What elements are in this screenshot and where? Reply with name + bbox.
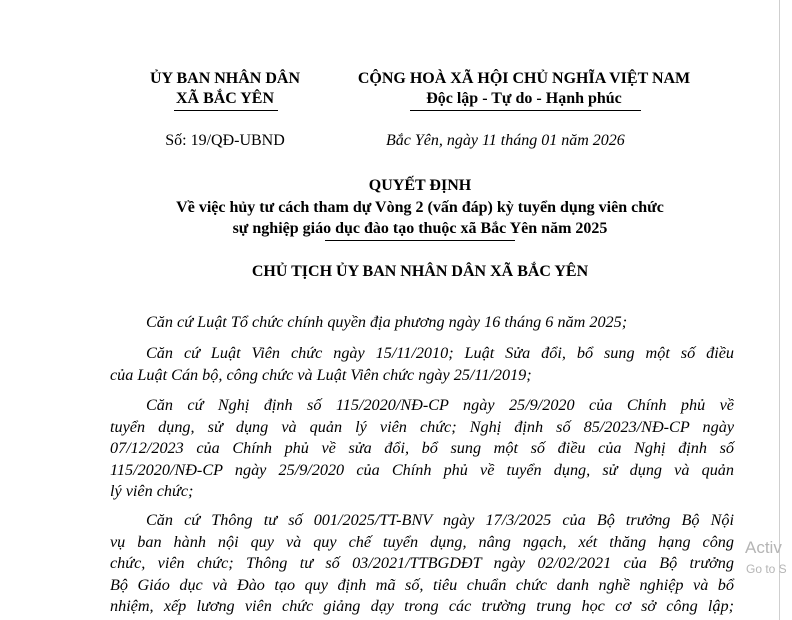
paragraph-line: Căn cứ Nghị định số 115/2020/NĐ-CP ngày 25/9/2020 của Chính phủ về: [146, 396, 734, 414]
national-motto: Độc lập - Tự do - Hạnh phúc: [426, 90, 622, 107]
paragraph-line: của Luật Cán bộ, công chức và Luật Viên chức ngày 25/11/2019;: [110, 365, 532, 384]
place-and-date: Bắc Yên, ngày 11 tháng 01 năm 2026: [386, 132, 625, 149]
paragraph-line: lý viên chức;: [110, 482, 194, 500]
paragraph-line: Bộ Giáo dục và Đào tạo quy định mã số, tiêu chuẩn chức danh nghề nghiệp và bổ: [110, 575, 734, 594]
subject-line-1: Về việc hủy tư cách tham dự Vòng 2 (vấn đáp) kỳ tuyển dụng viên chức: [176, 199, 664, 216]
agency-name: ỦY BAN NHÂN DÂN: [149, 70, 301, 87]
paragraph-line: 115/2020/NĐ-CP ngày 25/9/2020 của Chính phủ về tuyển dụng, sử dụng và quản: [110, 460, 734, 479]
subject-underline: [325, 240, 515, 241]
legal-basis-3: [110, 395, 734, 503]
document-number: Số: 19/QĐ-UBND: [165, 132, 285, 149]
paragraph-line: nhiệm, xếp lương viên chức giảng dạy trong các trường trung học cơ sở công lập;: [110, 597, 734, 615]
page-edge-divider: [779, 0, 780, 620]
activation-watermark-subtitle: Go to S: [746, 562, 787, 576]
paragraph-line: chức, viên chức; Thông tư số 03/2021/TTBGDĐT ngày 02/02/2021 của Bộ trưởng: [110, 554, 734, 572]
national-title: CỘNG HOÀ XÃ HỘI CHỦ NGHĨA VIỆT NAM: [357, 70, 691, 87]
agency-underline: [174, 110, 278, 111]
motto-underline: [410, 110, 641, 111]
paragraph-line: 07/12/2023 của Chính phủ về sửa đổi, bổ sung một số điều của Nghị định số: [110, 439, 734, 457]
paragraph-line: vụ ban hành nội quy và quy chế tuyển dụng, nâng ngạch, xét thăng hạng công: [110, 532, 734, 551]
paragraph-line: Căn cứ Luật Viên chức ngày 15/11/2010; Luật Sửa đổi, bổ sung một số điều: [146, 344, 734, 362]
activation-watermark-title: Activ: [745, 538, 782, 557]
paragraph-line: Căn cứ Thông tư số 001/2025/TT-BNV ngày 17/3/2025 của Bộ trưởng Bộ Nội: [146, 511, 734, 529]
paragraph-line: Căn cứ Luật Tổ chức chính quyền địa phương ngày 16 tháng 6 năm 2025;: [146, 313, 628, 331]
legal-basis-1: [110, 312, 734, 334]
subject-line-2: sự nghiệp giáo dục đào tạo thuộc xã Bắc Yên năm 2025: [232, 220, 608, 237]
legal-basis-2: [110, 343, 734, 386]
issuing-authority: CHỦ TỊCH ỦY BAN NHÂN DÂN XÃ BẮC YÊN: [251, 263, 589, 280]
document-type: QUYẾT ĐỊNH: [368, 177, 472, 194]
legal-basis-4: [110, 510, 734, 618]
paragraph-line: tuyển dụng, sử dụng và quản lý viên chức; Nghị định số 85/2023/NĐ-CP ngày: [110, 417, 734, 436]
agency-commune: XÃ BẮC YÊN: [175, 90, 275, 107]
